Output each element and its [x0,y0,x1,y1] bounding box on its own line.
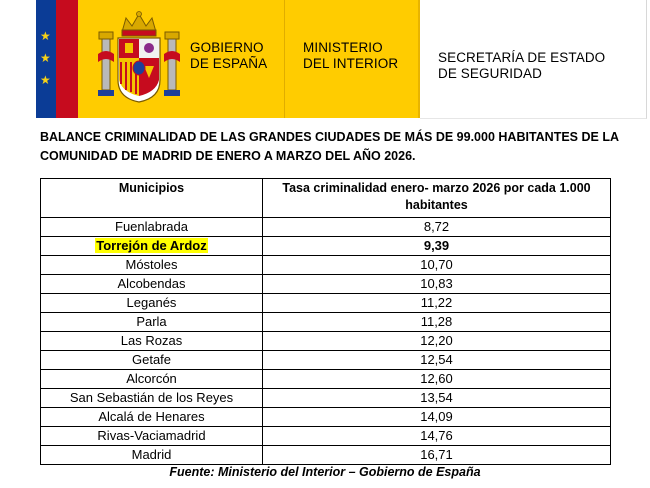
table-row [41,313,611,332]
municipio-cell: Móstoles [41,256,263,275]
tasa-cell: 14,76 [263,427,611,446]
tasa-cell: 16,71 [263,446,611,465]
table-row [41,370,611,389]
tasa-cell: 12,20 [263,332,611,351]
municipio-cell: San Sebastián de los Reyes [41,389,263,408]
table-row [41,275,611,294]
document-title [40,128,630,166]
municipio-cell: Alcorcón [41,370,263,389]
tasa-cell: 9,39 [263,237,611,256]
municipio-cell: Getafe [41,351,263,370]
tasa-cell: 11,22 [263,294,611,313]
title-line: BALANCE CRIMINALIDAD DE LAS GRANDES CIUDADES DE MÁS DE 99.000 HABITANTES DE LA [40,130,619,144]
tasa-cell: 13,54 [263,389,611,408]
municipio-cell: Alcalá de Henares [41,408,263,427]
tasa-cell: 11,28 [263,313,611,332]
government-header [0,0,650,118]
table-row [41,351,611,370]
column-header-municipios: Municipios [41,179,263,218]
spain-flag-red-band [56,0,78,118]
crime-rate-table [40,178,611,465]
table-row [41,408,611,427]
tasa-cell: 10,70 [263,256,611,275]
tasa-cell: 10,83 [263,275,611,294]
header-divider [284,0,285,118]
table-row [41,389,611,408]
municipio-cell: Rivas-Vaciamadrid [41,427,263,446]
column-header-tasa: Tasa criminalidad enero- marzo 2026 por cada 1.000 habitantes [263,179,611,218]
table-row-highlighted [41,237,611,256]
municipio-cell: Parla [41,313,263,332]
table-row [41,332,611,351]
source-caption: Fuente: Ministerio del Interior – Gobierno de España [169,465,481,479]
star-icon: ★ [40,29,51,43]
tasa-cell: 12,54 [263,351,611,370]
ministerio-del-interior-label: MINISTERIO DEL INTERIOR [303,40,399,71]
municipio-cell: Las Rozas [41,332,263,351]
gobierno-de-espana-label: GOBIERNO DE ESPAÑA [190,40,268,71]
municipio-cell [41,237,263,256]
coat-of-arms-icon [96,10,182,106]
municipio-cell: Fuenlabrada [41,218,263,237]
table-row [41,446,611,465]
tasa-cell: 12,60 [263,370,611,389]
tasa-cell: 14,09 [263,408,611,427]
table-row [41,256,611,275]
star-icon: ★ [40,51,51,65]
municipio-cell: Leganés [41,294,263,313]
star-icon: ★ [40,73,51,87]
table-header-row [41,179,611,218]
eu-flag-strip [36,0,56,118]
table-row [41,427,611,446]
municipio-cell: Alcobendas [41,275,263,294]
table-row [41,294,611,313]
municipio-cell: Madrid [41,446,263,465]
tasa-cell: 8,72 [263,218,611,237]
highlighted-municipio: Torrejón de Ardoz [96,238,207,253]
title-line: COMUNIDAD DE MADRID DE ENERO A MARZO DEL AÑO 2026. [40,149,416,163]
table-row [41,218,611,237]
secretaria-de-estado-label: SECRETARÍA DE ESTADO DE SEGURIDAD [438,50,606,81]
